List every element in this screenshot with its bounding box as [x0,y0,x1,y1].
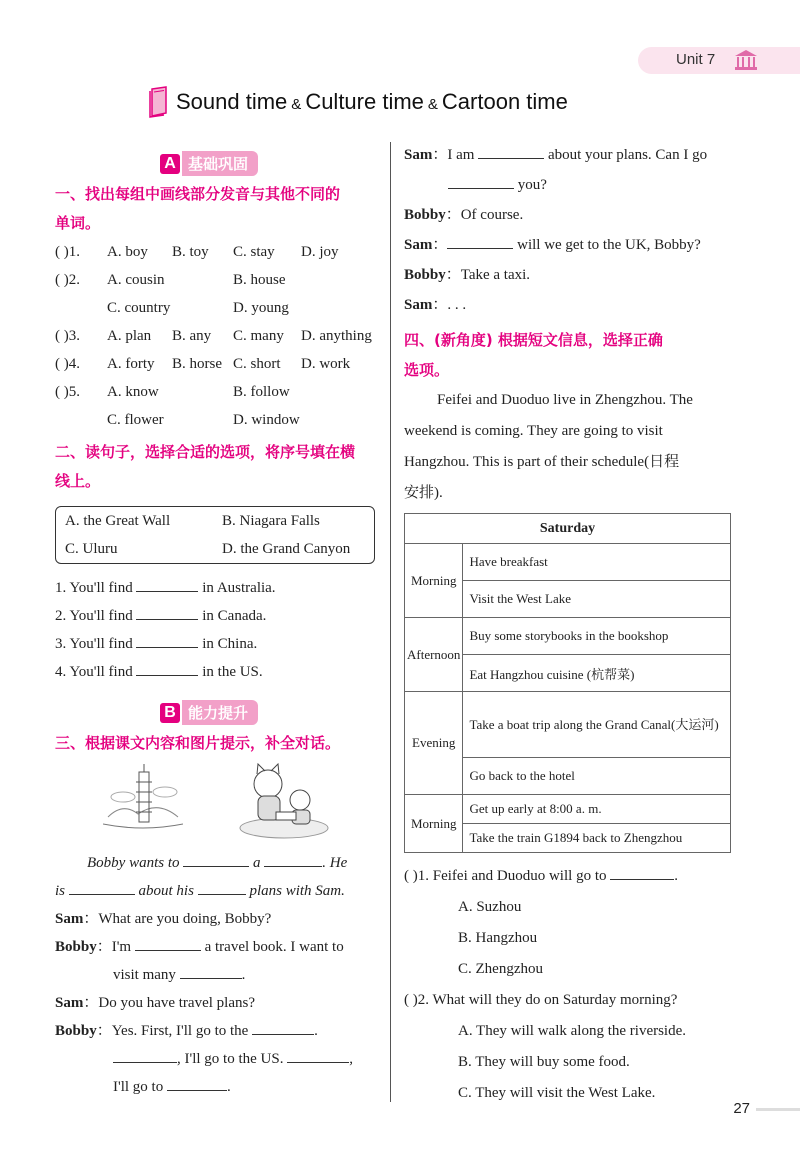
dialog-line: you? [404,170,734,200]
page-number: 27 [733,1100,750,1117]
activity-cell: Take a boat trip along the Grand Canal(大运河) [463,692,731,758]
dialog-line: Bobby：Take a taxi. [404,267,531,283]
option: B. Hangzhou [458,930,538,946]
question-stem: ( )2. What will they do on Saturday morning? [404,992,678,1008]
option: A. Suzhou [458,899,522,915]
unit-label: Unit 7 [676,51,716,68]
list-item: ( )5. A. know B. follow [55,384,290,400]
dialog-line: Bobby：Yes. First, I'll go to the . [55,1017,385,1045]
section-letter: A [160,154,180,174]
q3-dialog-left [55,849,385,1101]
q3-dialog-right [404,140,734,320]
title-amp: & [427,96,438,113]
list-item: C. country D. young [107,300,289,316]
list-item: 3. You'll find in China. [55,630,276,658]
activity-cell: Buy some storybooks in the bookshop [463,618,731,655]
section-letter: B [160,703,180,723]
title-cartoon: Cartoon time [441,89,568,114]
book-icon [148,86,170,118]
period-cell: Morning [405,795,463,853]
dialog-line: I'll go to . [55,1073,385,1101]
schedule-table [404,513,731,853]
period-cell: Afternoon [405,618,463,692]
list-item: 1. You'll find in Australia. [55,574,276,602]
options-box [55,506,375,564]
column-divider [390,142,391,1102]
title-sound: Sound time [176,89,288,114]
q2-list [55,574,276,686]
q1-list [55,238,385,434]
option: C. They will visit the West Lake. [458,1085,656,1101]
dialog-line: visit many . [55,961,385,989]
section-a-badge [160,151,258,176]
period-cell: Evening [405,692,463,795]
period-cell: Morning [405,544,463,618]
section-b-badge [160,700,258,725]
unit-tab [638,47,800,74]
list-item: 4. You'll find in the US. [55,658,276,686]
list-item: ( )2. A. cousin B. house [55,272,286,288]
intro-line: Bobby wants to a . He [55,849,385,877]
option: A. They will walk along the riverside. [458,1023,687,1039]
dialog-line: , I'll go to the US. , [55,1045,385,1073]
q2-heading: 二、读句子，选择合适的选项，将序号填在横 线上。 [55,443,356,490]
question-stem: ( )1. Feifei and Duoduo will go to . [404,861,734,892]
q1-heading: 一、找出每组中画线部分发音与其他不同的 单词。 [55,185,341,232]
pagoda-illustration [103,762,183,838]
list-item: 2. You'll find in Canada. [55,602,276,630]
option: A. the Great Wall [65,513,171,529]
title-culture: Culture time [305,89,424,114]
cartoon-illustration [236,762,332,840]
table-header: Saturday [405,514,731,544]
q3-heading: 三、根据课文内容和图片提示，补全对话。 [55,734,341,752]
list-item: ( )1. A. boy B. toy C. stay D. joy [55,244,339,260]
activity-cell: Get up early at 8:00 a. m. [463,795,731,824]
dialog-line: Sam：What are you doing, Bobby? [55,911,272,927]
building-icon [733,49,759,71]
option: B. They will buy some food. [458,1054,630,1070]
page-number-rule [756,1108,800,1111]
list-item: C. flower D. window [107,412,300,428]
dialog-line: Bobby：I'm a travel book. I want to [55,933,385,961]
title-amp: & [291,96,302,113]
section-label: 基础巩固 [182,151,258,176]
q4-heading: 四、(新角度) 根据短文信息，选择正确 选项。 [404,331,663,379]
dialog-line: Sam：I am about your plans. Can I go [404,140,734,170]
option: B. Niagara Falls [222,513,320,529]
option: C. Uluru [65,541,118,557]
list-item: ( )4. A. forty B. horse C. short D. work [55,356,351,372]
activity-cell: Have breakfast [463,544,731,581]
option: D. the Grand Canyon [222,541,351,557]
dialog-line: Sam： will we get to the UK, Bobby? [404,230,734,260]
q4-questions [404,861,734,1109]
dialog-line: Bobby：Of course. [404,207,524,223]
activity-cell: Visit the West Lake [463,581,731,618]
section-label: 能力提升 [182,700,258,725]
activity-cell: Eat Hangzhou cuisine (杭帮菜) [463,655,731,692]
page-title [148,86,568,118]
option: C. Zhengzhou [458,961,543,977]
intro-line: is about his plans with Sam. [55,877,385,905]
list-item: ( )3. A. plan B. any C. many D. anything [55,328,372,344]
dialog-line: Sam：Do you have travel plans? [55,995,255,1011]
q4-passage: Feifei and Duoduo live in Zhengzhou. The weekend is coming. They are going to visit Hangzhou. This is part of their schedule(日程 安排). [404,392,693,501]
activity-cell: Go back to the hotel [463,758,731,795]
activity-cell: Take the train G1894 back to Zhengzhou [463,824,731,853]
dialog-line: Sam：. . . [404,297,467,313]
